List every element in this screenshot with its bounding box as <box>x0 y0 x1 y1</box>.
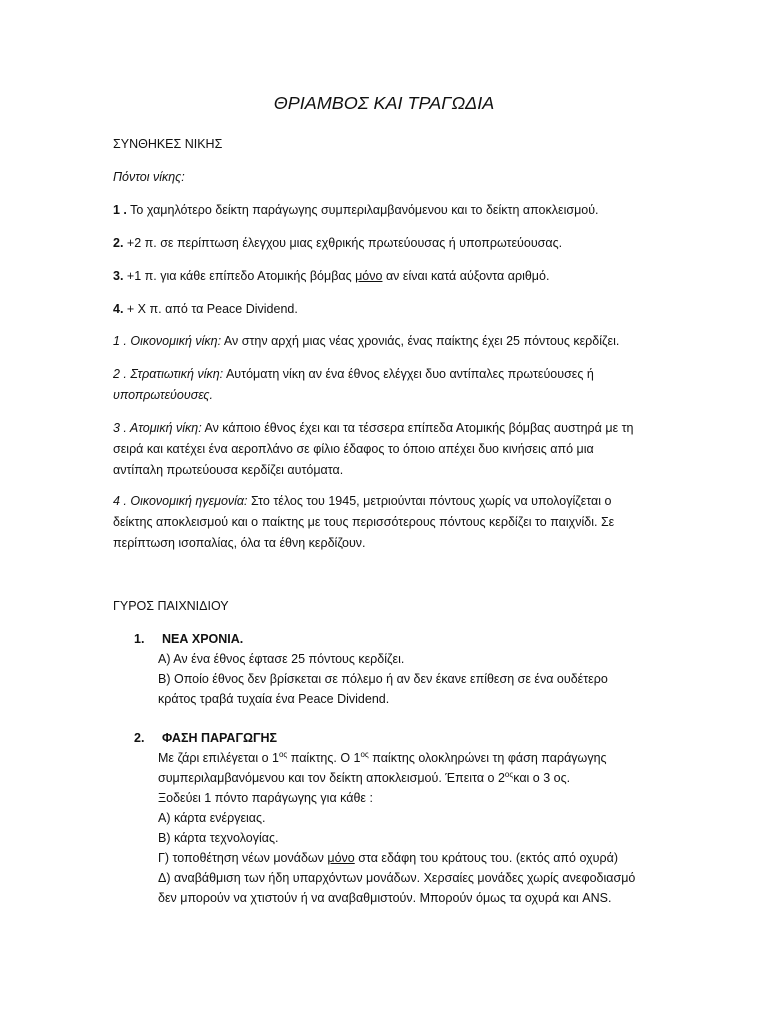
round-heading: ΓΥΡΟΣ ΠΑΙΧΝΙΔΙΟΥ <box>113 599 229 613</box>
point-1 <box>113 200 653 221</box>
underlined-word: μόνο <box>327 851 355 865</box>
round-item-line <box>158 748 658 768</box>
round-item-2 <box>158 728 658 908</box>
round-item-line: Β) κάρτα τεχνολογίας. <box>158 831 279 845</box>
victory-type-text: περίπτωση ισοπαλίας, όλα τα έθνη κερδίζουν. <box>113 536 366 550</box>
round-item-line: Δ) αναβάθμιση των ήδη υπαρχόντων μονάδων. Χερσαίες μονάδες χωρίς ανεφοδιασμό <box>158 871 636 885</box>
point-4 <box>113 299 653 320</box>
line-text: Με ζάρι επιλέγεται ο 1 <box>158 751 279 765</box>
ordinal-suffix: ος <box>504 769 514 779</box>
victory-type-label: 1 . Οικονομική νίκη: <box>113 334 222 348</box>
ordinal-suffix: ος <box>278 749 288 759</box>
victory-type-text: Στο τέλος του 1945, μετριούνται πόντους χωρίς να υπολογίζεται ο <box>247 494 612 508</box>
points-label: Πόντοι νίκης: <box>113 170 185 184</box>
line-text: Γ) τοποθέτηση νέων μονάδων <box>158 851 328 865</box>
line-text: και ο 3 ος. <box>513 771 571 785</box>
point-text: +2 π. σε περίπτωση έλεγχου μιας εχθρικής πρωτεύουσας ή υποπρωτεύουσας. <box>123 236 563 250</box>
round-item-title: ΝΕΑ ΧΡΟΝΙΑ. <box>162 632 244 646</box>
point-number: 3. <box>113 269 124 283</box>
point-number: 4. <box>113 302 124 316</box>
point-number: 2. <box>113 236 124 250</box>
point-number: 1 . <box>113 203 127 217</box>
round-item-line: Ξοδεύει 1 πόντο παράγωγης για κάθε : <box>158 791 373 805</box>
victory-type-text: αντίπαλη πρωτεύουσα κερδίζει αυτόματα. <box>113 463 344 477</box>
round-item-title: ΦΑΣΗ ΠΑΡΑΓΩΓΗΣ <box>162 731 278 745</box>
round-item-line: δεν μπορούν να χτιστούν ή να αναβαθμιστούν. Μπορούν όμως τα οχυρά και ANS. <box>158 891 612 905</box>
victory-type-text: υποπρωτεύουσες. <box>113 388 213 402</box>
point-3 <box>113 266 653 287</box>
victory-type-text: δείκτης αποκλεισμού και ο παίκτης με τους περισσότερους πόντους κερδίζει το παιχνίδι. Σε <box>113 515 615 529</box>
ordinal-suffix: ος <box>360 749 369 759</box>
line-text: συμπεριλαμβανόμενου και τον δείκτη αποκλεισμού. Έπειτα ο 2 <box>158 771 505 785</box>
point-text: Το χαμηλότερο δείκτη παράγωγης συμπεριλαμβανόμενου και το δείκτη αποκλεισμού. <box>126 203 599 217</box>
point-text: + X π. από τα Peace Dividend. <box>123 302 298 316</box>
round-item-line <box>158 848 658 868</box>
line-text: παίκτης. Ο 1 <box>287 751 361 765</box>
page-title: ΘΡΙΑΜΒΟΣ ΚΑΙ ΤΡΑΓΩΔΙΑ <box>273 93 495 113</box>
point-text: +1 π. για κάθε επίπεδο Ατομικής βόμβας <box>123 269 356 283</box>
victory-type-label: 2 . Στρατιωτική νίκη: <box>113 367 224 381</box>
point-2 <box>113 233 653 254</box>
underlined-word: μόνο <box>355 269 383 283</box>
victory-type-text: Αν στην αρχή μιας νέας χρονιάς, ένας παίκτης έχει 25 πόντους κερδίζει. <box>223 334 620 348</box>
victory-type-hegemony <box>113 491 653 554</box>
line-text: παίκτης ολοκληρώνει τη φάση παράγωγης <box>368 751 607 765</box>
victory-type-text: Αν κάποιο έθνος έχει και τα τέσσερα επίπεδα Ατομικής βόμβας αυστηρά με τη <box>204 421 634 435</box>
victory-type-text: Αυτόματη νίκη αν ένα έθνος ελέγχει δυο αντίπαλες πρωτεύουσες ή <box>225 367 594 381</box>
victory-type-military <box>113 364 653 406</box>
victory-type-label: 3 . Ατομική νίκη: <box>113 421 202 435</box>
point-text: αν είναι κατά αύξοντα αριθμό. <box>382 269 550 283</box>
round-item-line: κράτος τραβά τυχαία ένα Peace Dividend. <box>158 692 390 706</box>
victory-type-label: 4 . Οικονομική ηγεμονία: <box>113 494 248 508</box>
round-item-line: Α) κάρτα ενέργειας. <box>158 811 266 825</box>
round-item-2-number: 2. <box>134 731 145 745</box>
round-item-line <box>158 768 658 788</box>
line-text: στα εδάφη του κράτους του. (εκτός από οχυρά) <box>354 851 618 865</box>
round-item-1-number: 1. <box>134 632 145 646</box>
victory-heading: ΣΥΝΘΗΚΕΣ ΝΙΚΗΣ <box>113 137 223 151</box>
round-item-line: Β) Οποίο έθνος δεν βρίσκεται σε πόλεμο ή αν δεν έκανε επίθεση σε ένα ουδέτερο <box>158 672 608 686</box>
victory-type-atomic <box>113 418 653 481</box>
round-item-1 <box>158 629 658 709</box>
victory-type-text: σειρά και κατέχει ένα αεροπλάνο σε φίλιο έδαφος το όποιο απέχει δυο κινήσεις από μια <box>113 442 594 456</box>
victory-type-economic <box>113 331 653 352</box>
round-item-line: Α) Αν ένα έθνος έφτασε 25 πόντους κερδίζει. <box>158 652 405 666</box>
